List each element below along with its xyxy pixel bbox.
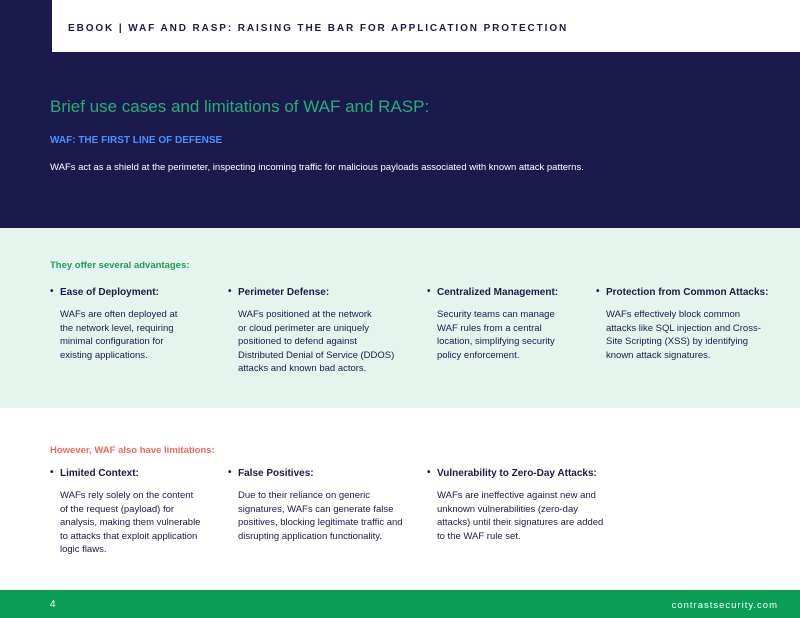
- page-number: 4: [50, 599, 56, 610]
- body-line: signatures, WAFs can generate false: [238, 503, 394, 515]
- limitations-section: [0, 428, 800, 588]
- item-body: [606, 308, 768, 362]
- body-line: attacks) until their signatures are added: [437, 517, 604, 528]
- item-title: Centralized Management:: [437, 287, 559, 298]
- bullet-icon: •: [596, 286, 600, 297]
- body-line: WAFs rely solely on the content: [60, 490, 194, 501]
- body-line: Due to their reliance on generic: [238, 490, 371, 501]
- advantage-item: [228, 287, 394, 376]
- bullet-icon: •: [427, 286, 431, 297]
- body-line: Distributed Denial of Service (DDOS): [238, 349, 395, 361]
- item-body: [238, 489, 403, 543]
- item-body: [60, 308, 177, 362]
- limitation-item: [50, 468, 200, 557]
- body-line: Site Scripting (XSS) by identifying: [606, 336, 749, 347]
- body-line: to attacks that exploit application: [60, 530, 198, 542]
- body-line: the network level, requiring: [60, 322, 174, 334]
- advantage-item: [50, 287, 177, 362]
- intro-paragraph: WAFs act as a shield at the perimeter, inspecting incoming traffic for malicious payloads associated with known attack patterns.: [50, 162, 584, 173]
- body-line: disrupting application functionality.: [238, 530, 382, 542]
- body-line: logic flaws.: [60, 544, 107, 555]
- item-body: [437, 489, 603, 543]
- body-line: to the WAF rule set.: [437, 530, 521, 542]
- item-title: False Positives:: [238, 468, 314, 479]
- body-line: positioned to defend against: [238, 336, 357, 347]
- bullet-icon: •: [228, 467, 232, 478]
- item-title: Limited Context:: [60, 468, 139, 479]
- bullet-icon: •: [427, 467, 431, 478]
- body-line: attacks and known bad actors.: [238, 363, 367, 374]
- item-title: Vulnerability to Zero-Day Attacks:: [437, 468, 597, 479]
- body-line: existing applications.: [60, 349, 148, 361]
- advantages-label: They offer several advantages:: [50, 260, 190, 271]
- limitations-label: However, WAF also have limitations:: [50, 445, 215, 456]
- body-line: analysis, making them vulnerable: [60, 517, 201, 528]
- body-line: or cloud perimeter are uniquely: [238, 322, 369, 334]
- bullet-icon: •: [50, 286, 54, 297]
- body-line: known attack signatures.: [606, 349, 711, 361]
- site-link[interactable]: contrastsecurity.com: [671, 600, 778, 611]
- bullet-icon: •: [228, 286, 232, 297]
- advantage-item: [427, 287, 558, 362]
- section-subheading: WAF: THE FIRST LINE OF DEFENSE: [50, 135, 223, 146]
- item-title: Ease of Deployment:: [60, 287, 159, 298]
- section-heading: Brief use cases and limitations of WAF and RASP:: [50, 97, 430, 116]
- body-line: WAFs are often deployed at: [60, 309, 178, 320]
- footer-bar: [0, 590, 800, 618]
- advantages-section: [0, 228, 800, 408]
- body-line: of the request (payload) for: [60, 503, 175, 515]
- intro-section: [0, 52, 800, 228]
- body-line: WAF rules from a central: [437, 322, 542, 334]
- body-line: WAFs positioned at the network: [238, 309, 372, 320]
- body-line: Security teams can manage: [437, 309, 555, 320]
- item-body: [238, 308, 394, 376]
- item-title: Perimeter Defense:: [238, 287, 330, 298]
- item-body: [60, 489, 200, 557]
- body-line: location, simplifying security: [437, 336, 555, 347]
- body-line: unknown vulnerabilities (zero-day: [437, 503, 578, 515]
- item-body: [437, 308, 558, 362]
- item-title: Protection from Common Attacks:: [606, 287, 769, 298]
- bullet-icon: •: [50, 467, 54, 478]
- header-bar: [0, 0, 800, 52]
- body-line: policy enforcement.: [437, 349, 520, 361]
- advantage-item: [596, 287, 768, 362]
- ebook-title: EBOOK | WAF AND RASP: RAISING THE BAR FOR APPLICATION PROTECTION: [68, 23, 569, 34]
- body-line: positives, blocking legitimate traffic and: [238, 517, 403, 528]
- limitation-item: [228, 468, 403, 543]
- body-line: attacks like SQL injection and Cross-: [606, 322, 761, 334]
- limitation-item: [427, 468, 603, 543]
- body-line: WAFs are ineffective against new and: [437, 490, 596, 501]
- body-line: WAFs effectively block common: [606, 309, 741, 320]
- body-line: minimal configuration for: [60, 336, 164, 347]
